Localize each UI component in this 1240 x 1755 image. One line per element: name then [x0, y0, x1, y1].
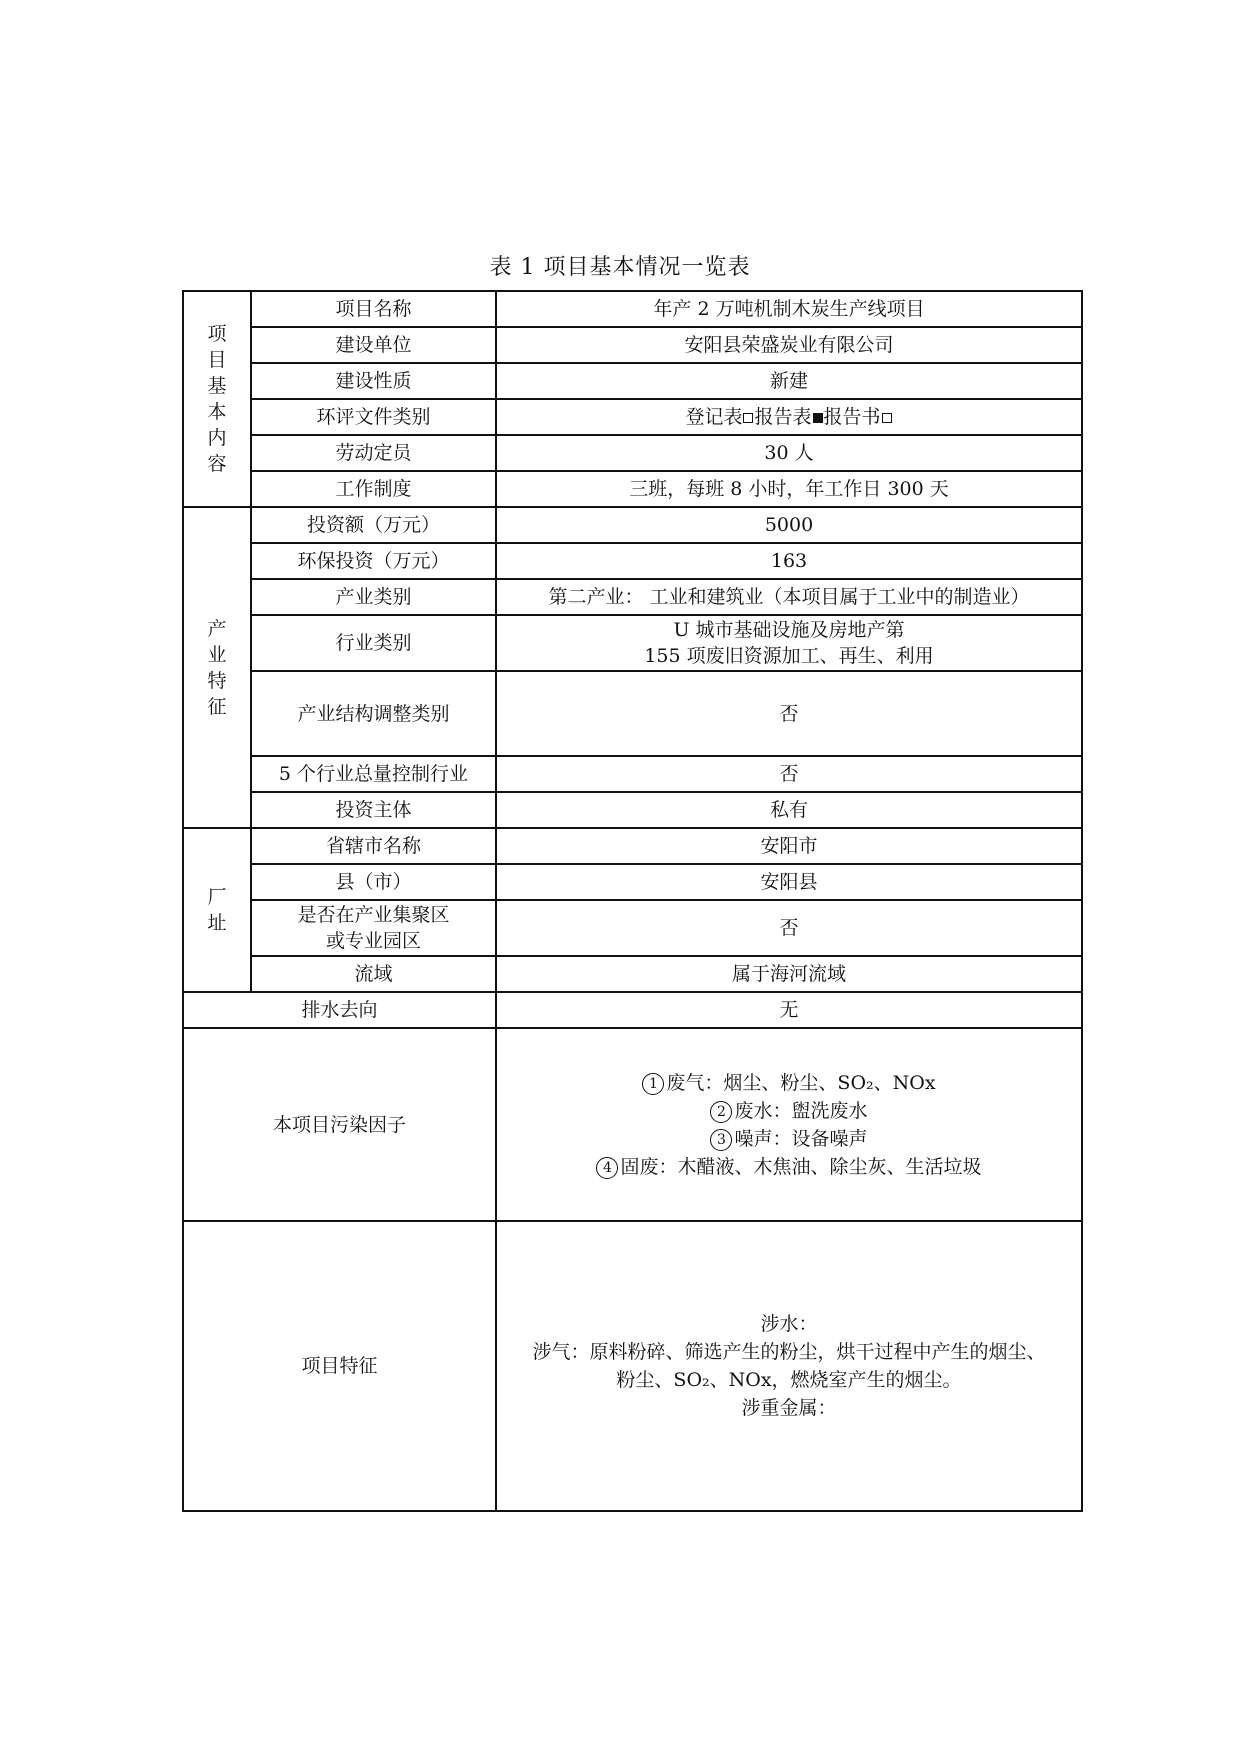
features-gas-line-1: 涉气：原料粉碎、筛选产生的粉尘，烘干过程中产生的烟尘、: [532, 1341, 1046, 1363]
doctype-option-3: 报告书: [823, 406, 881, 428]
list-item: [501, 1153, 1077, 1181]
project-info-table: [182, 290, 1083, 1512]
row-label: 产业类别: [251, 579, 496, 615]
row-value: 5000: [496, 507, 1082, 543]
row-value: 私有: [496, 792, 1082, 828]
row-label: 建设性质: [251, 363, 496, 399]
row-label: 劳动定员: [251, 435, 496, 471]
checked-box-icon: [813, 413, 823, 423]
row-label: 5 个行业总量控制行业: [251, 756, 496, 792]
row-label: 项目名称: [251, 291, 496, 327]
park-label-line-2: 或专业园区: [325, 930, 421, 952]
pollution-text: 废气：烟尘、粉尘、SO₂、NOx: [666, 1071, 936, 1094]
row-label: 产业结构调整类别: [251, 671, 496, 756]
row-value: 安阳县: [496, 864, 1082, 900]
list-item: [501, 1097, 1077, 1125]
features-text: [496, 1221, 1082, 1511]
section-site: 厂 址: [183, 828, 251, 992]
row-value: 否: [496, 900, 1082, 956]
row-value: 163: [496, 543, 1082, 579]
features-label: 项目特征: [183, 1221, 496, 1511]
row-value: 安阳县荣盛炭业有限公司: [496, 327, 1082, 363]
row-value: [496, 399, 1082, 435]
row-label: 工作制度: [251, 471, 496, 507]
row-label: 省辖市名称: [251, 828, 496, 864]
pollution-label: 本项目污染因子: [183, 1028, 496, 1221]
features-gas-line-2: 粉尘、SO₂、NOx，燃烧室产生的烟尘。: [616, 1369, 962, 1391]
table-row: [183, 956, 1082, 992]
table-row: [183, 543, 1082, 579]
table-row: [183, 992, 1082, 1028]
row-label: 投资额（万元）: [251, 507, 496, 543]
row-value: 否: [496, 756, 1082, 792]
table-row: [183, 864, 1082, 900]
pollution-text: 废水：盥洗废水: [734, 1099, 868, 1122]
circled-number: 4: [596, 1157, 618, 1179]
row-label: 流域: [251, 956, 496, 992]
row-label: 环评文件类别: [251, 399, 496, 435]
list-item: [501, 1125, 1077, 1153]
pollution-list: [496, 1028, 1082, 1221]
table-row: [183, 828, 1082, 864]
table-row: [183, 1221, 1082, 1511]
table-row: [183, 756, 1082, 792]
row-value: 30 人: [496, 435, 1082, 471]
row-label: 投资主体: [251, 792, 496, 828]
row-value: [496, 615, 1082, 671]
table-row: [183, 1028, 1082, 1221]
table-row: [183, 615, 1082, 671]
features-metal: 涉重金属：: [741, 1397, 837, 1419]
table-row: [183, 792, 1082, 828]
circled-number: 3: [710, 1129, 732, 1151]
table-row: [183, 291, 1082, 327]
unchecked-box-icon: [743, 413, 753, 423]
row-label: 建设单位: [251, 327, 496, 363]
row-value: 新建: [496, 363, 1082, 399]
table-title: 表 1 项目基本情况一览表: [489, 255, 751, 280]
trade-cat-line-1: U 城市基础设施及房地产第: [673, 619, 905, 641]
table-row: [183, 507, 1082, 543]
row-value: 否: [496, 671, 1082, 756]
section-industry: 产 业 特 征: [183, 507, 251, 828]
doctype-option-1: 登记表: [685, 406, 743, 428]
row-label: 行业类别: [251, 615, 496, 671]
section-basic: 项 目 基 本 内 容: [183, 291, 251, 507]
circled-number: 2: [710, 1101, 732, 1123]
table-row: [183, 435, 1082, 471]
pollution-text: 固废：木醋液、木焦油、除尘灰、生活垃圾: [620, 1155, 982, 1178]
park-label-line-1: 是否在产业集聚区: [297, 904, 450, 926]
unchecked-box-icon: [882, 413, 892, 423]
trade-cat-line-2: 155 项废旧资源加工、再生、利用: [644, 645, 934, 667]
row-label: 环保投资（万元）: [251, 543, 496, 579]
doctype-option-2: 报告表: [754, 406, 812, 428]
features-water: 涉水：: [760, 1313, 818, 1335]
pollution-text: 噪声：设备噪声: [734, 1127, 868, 1150]
row-label: 县（市）: [251, 864, 496, 900]
table-row: [183, 399, 1082, 435]
table-row: [183, 671, 1082, 756]
list-item: [501, 1069, 1077, 1097]
row-value: 属于海河流域: [496, 956, 1082, 992]
row-value: 三班，每班 8 小时，年工作日 300 天: [496, 471, 1082, 507]
row-value: 安阳市: [496, 828, 1082, 864]
row-value: 第二产业： 工业和建筑业（本项目属于工业中的制造业）: [496, 579, 1082, 615]
row-value: 年产 2 万吨机制木炭生产线项目: [496, 291, 1082, 327]
table-row: [183, 471, 1082, 507]
row-value: 无: [496, 992, 1082, 1028]
row-label: 排水去向: [183, 992, 496, 1028]
table-row: [183, 900, 1082, 956]
circled-number: 1: [642, 1073, 664, 1095]
table-row: [183, 327, 1082, 363]
row-label: [251, 900, 496, 956]
table-row: [183, 579, 1082, 615]
table-row: [183, 363, 1082, 399]
